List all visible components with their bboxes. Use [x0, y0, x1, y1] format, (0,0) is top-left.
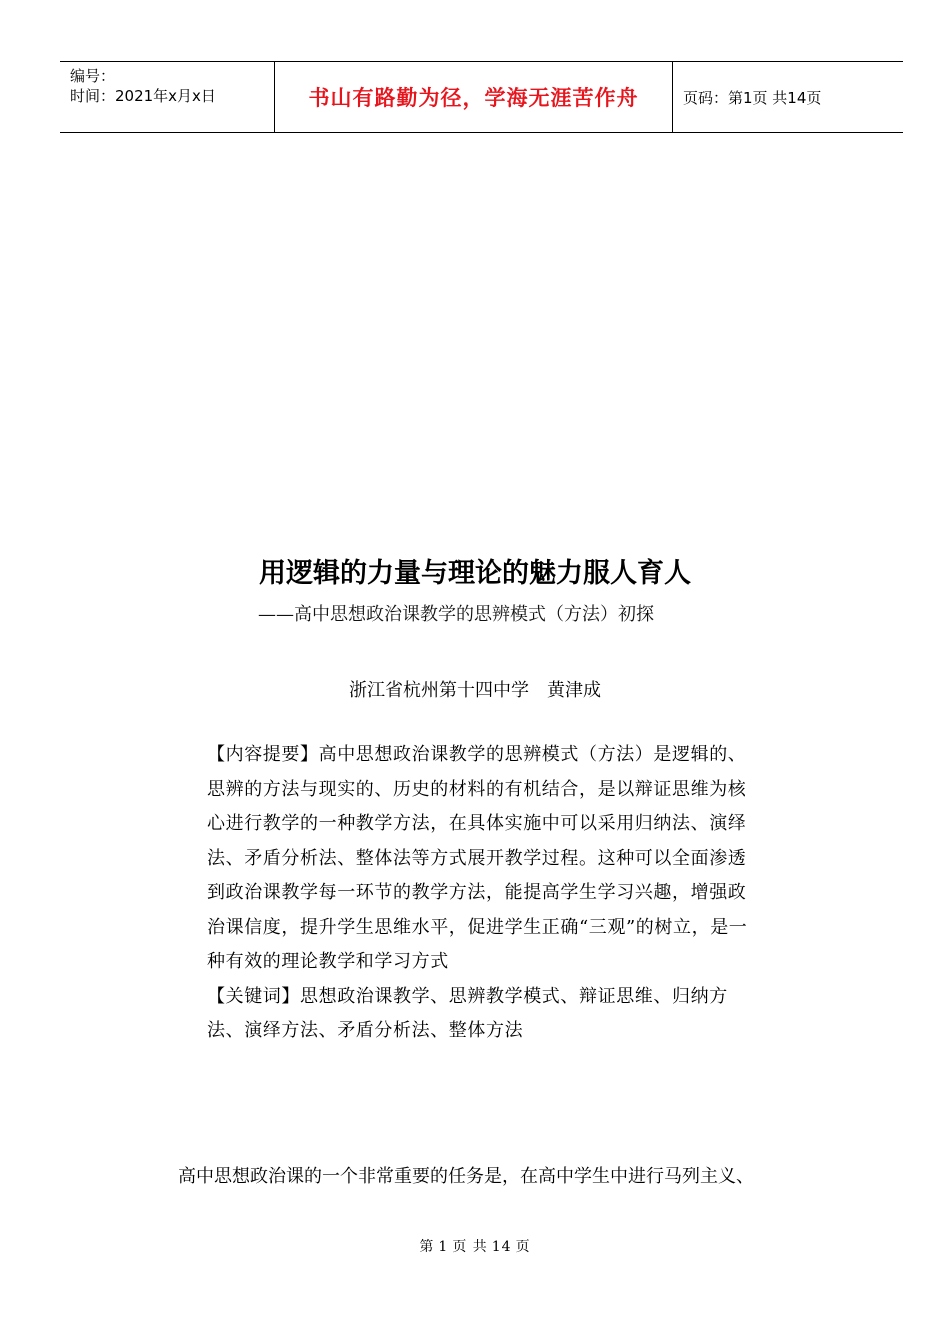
- page-footer: [0, 1236, 950, 1256]
- abstract-label: 【内容提要】: [207, 744, 319, 765]
- body-paragraph: 高中思想政治课的一个非常重要的任务是，在高中学生中进行马列主义、: [178, 1166, 754, 1187]
- document-title: 用逻辑的力量与理论的魅力服人育人: [259, 558, 691, 589]
- footer-suffix: 页: [515, 1239, 531, 1255]
- abstract-section: [207, 738, 755, 1049]
- time-label: 时间：2021年x月x日: [70, 87, 216, 105]
- author-line: 浙江省杭州第十四中学 黄津成: [349, 680, 601, 701]
- header-meta: [60, 62, 275, 132]
- header-motto: 书山有路勤为径，学海无涯苦作舟: [275, 62, 673, 132]
- abstract-paragraph: [207, 738, 755, 980]
- number-label: 编号：: [70, 67, 116, 85]
- footer-prefix: 第: [419, 1239, 435, 1255]
- footer-middle: 页 共: [452, 1239, 488, 1255]
- header-page-info: 页码：第1页 共14页: [683, 88, 822, 107]
- keywords-label: 【关键词】: [207, 985, 300, 1007]
- footer-page-number: 1: [438, 1239, 449, 1255]
- document-subtitle: ——高中思想政治课教学的思辨模式（方法）初探: [258, 604, 654, 625]
- keywords-paragraph: [207, 980, 755, 1049]
- page-header: [60, 61, 903, 133]
- footer-total-pages: 14: [491, 1239, 512, 1255]
- keywords-text: 思想政治课教学、思辨教学模式、辩证思维、归纳方法、演绎方法、矛盾分析法、整体方法: [207, 985, 728, 1041]
- abstract-text: 高中思想政治课教学的思辨模式（方法）是逻辑的、思辨的方法与现实的、历史的材料的有机结合，是以辩证思维为核心进行教学的一种教学方法，在具体实施中可以采用归纳法、演绎法、矛盾分析法、整体法等方式展开教学过程。这种可以全面渗透到政治课教学每一环节的教学方法，能提高学生学习兴趣，增强政治课信度，提升学生思维水平，促进学生正确“三观”的树立，是一种有效的理论教学和学习方式: [207, 744, 748, 972]
